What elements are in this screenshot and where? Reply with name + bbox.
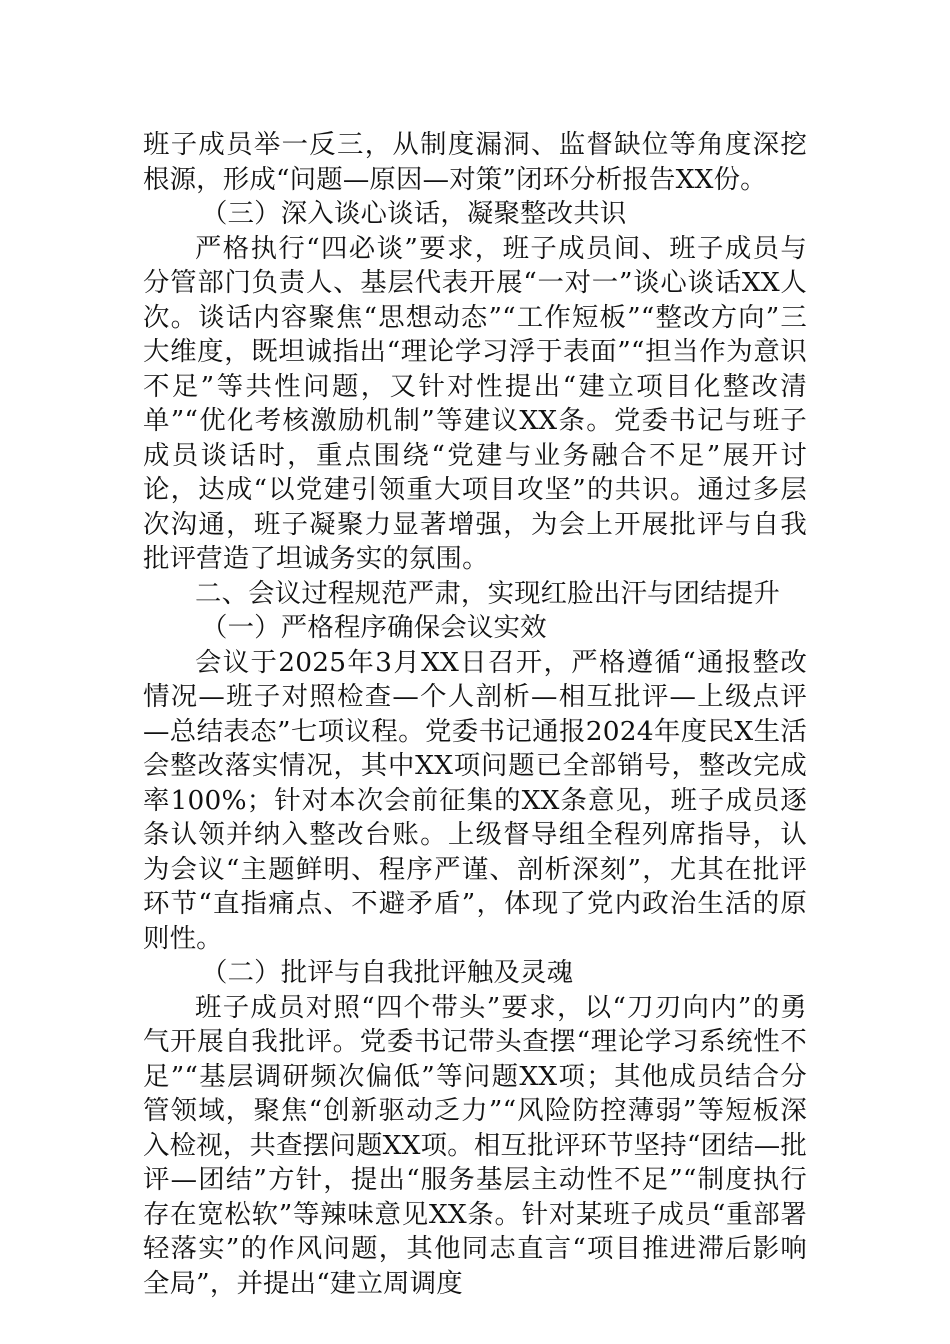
paragraph-continued: 班子成员举一反三，从制度漏洞、监督缺位等角度深挖根源，形成“问题—原因—对策”闭环分析报告XX份。 xyxy=(143,129,807,195)
section-subheading-1: （一）严格程序确保会议实效 xyxy=(201,612,547,643)
paragraph-heart-to-heart-talks: 严格执行“四必谈”要求，班子成员间、班子成员与分管部门负责人、基层代表开展“一对一”谈心谈话XX人次。谈话内容聚焦“思想动态”“工作短板”“整改方向”三大维度，既坦诚指出“理论学习浮于表面”“担当作为意识不足”等共性问题，又针对性提出“建立项目化整改清单”“优化考核激励机制”等建议XX条。党委书记与班子成员谈话时，重点围绕“党建与业务融合不足”展开讨论，达成“以党建引领重大项目攻坚”的共识。通过多层次沟通，班子凝聚力显著增强，为会上开展批评与自我批评营造了坦诚务实的氛围。 xyxy=(143,232,807,574)
document-body xyxy=(143,128,807,1301)
section-subheading-2: （二）批评与自我批评触及灵魂 xyxy=(201,957,574,988)
paragraph-meeting-procedure: 会议于2025年3月XX日召开，严格遵循“通报整改情况—班子对照检查—个人剖析—相互批评—上级点评—总结表态”七项议程。党委书记通报2024年度民X生活会整改落实情况，其中XX项问题已全部销号，整改完成率100%；针对本次会前征集的XX条意见，班子成员逐条认领并纳入整改台账。上级督导组全程列席指导，认为会议“主题鲜明、程序严谨、剖析深刻”，尤其在批评环节“直指痛点、不避矛盾”，体现了党内政治生活的原则性。 xyxy=(143,646,807,954)
section-heading-2: 二、会议过程规范严肃，实现红脸出汗与团结提升 xyxy=(195,577,780,609)
paragraph-criticism: 班子成员对照“四个带头”要求，以“刀刃向内”的勇气开展自我批评。党委书记带头查摆“理论学习系统性不足”“基层调研频次偏低”等问题XX项；其他成员结合分管领域，聚焦“创新驱动乏力”“风险防控薄弱”等短板深入检视，共查摆问题XX项。相互批评环节坚持“团结—批评—团结”方针，提出“服务基层主动性不足”“制度执行存在宽松软”等辣味意见XX条。针对某班子成员“重部署轻落实”的作风问题，其他同志直言“项目推进滞后影响全局”，并提出“建立周调度 xyxy=(143,991,807,1299)
section-subheading-3: （三）深入谈心谈话，凝聚整改共识 xyxy=(201,198,627,229)
